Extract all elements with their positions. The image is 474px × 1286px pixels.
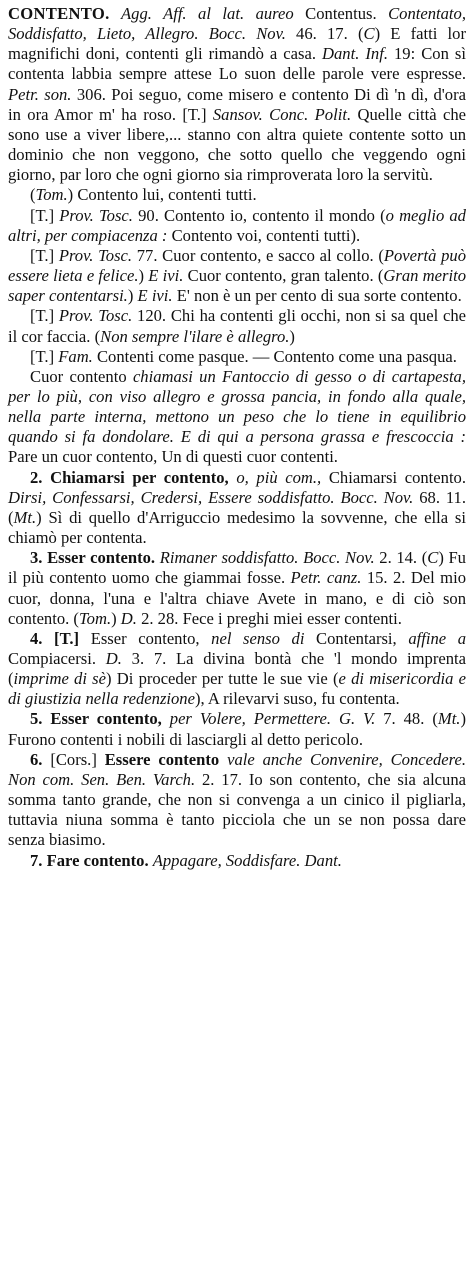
text-run: [T.]	[30, 346, 59, 366]
text-run: ) E fatti lor magnifichi doni, contenti gli rimandò a casa.	[8, 24, 466, 64]
text-run: per Volere, Permettere. G. V.	[169, 709, 376, 729]
entry-intro	[8, 4, 466, 185]
text-run: E ivi.	[148, 266, 184, 286]
text-run: Contenti come pasque. — Contento come una pasqua.	[92, 346, 457, 366]
usage-paragraph	[8, 306, 466, 346]
numbered-sense	[8, 851, 466, 871]
usage-paragraph	[8, 347, 466, 367]
text-run: 5. Esser contento,	[30, 709, 170, 729]
text-run: Povertà può essere lieta e felice.	[8, 245, 466, 286]
text-run: Dant. Inf.	[322, 44, 388, 64]
text-run: Contento voi, contenti tutti).	[167, 225, 361, 245]
numbered-sense	[8, 548, 466, 629]
text-run: ) Contento lui, contenti tutti.	[67, 185, 257, 205]
text-run: ) Sì di quello d'Arriguccio medesimo la sovvenne, che ella si chiamò per contenta.	[8, 507, 466, 548]
text-run: C	[427, 548, 439, 568]
text-run: [T.]	[30, 245, 59, 265]
text-run: 46. 17. (	[285, 24, 364, 44]
text-run: ) Fu il più contento uomo che giammai fosse.	[8, 548, 466, 588]
text-run: Cuor contento, gran talento. (	[183, 266, 384, 286]
text-run: Essere contento	[104, 749, 228, 769]
text-run: )	[289, 326, 295, 346]
text-run: C	[363, 24, 375, 44]
text-run: [Cors.]	[50, 749, 105, 769]
text-run: vale anche Convenire, Concedere. Non com. Sen. Ben. Varch.	[8, 749, 466, 789]
numbered-sense	[8, 750, 466, 851]
text-run: 6.	[30, 749, 51, 769]
text-run: ), A rilevarvi suso, fu contenta.	[194, 689, 400, 709]
text-run: Tom.	[35, 185, 68, 205]
text-run: 2. 17. Io son contento, che sia alcuna somma tanto grande, che non si convenga a un cinico il pigliarla, tuttavia niuna somma è tanto picciola che un se non possa dare senza biasimo.	[8, 769, 466, 850]
usage-paragraph	[8, 367, 466, 468]
text-run: 19: Con sì contenta labbia sempre attese Lo suon delle parole vere espresse.	[8, 44, 466, 84]
headword: CONTENTO.	[8, 4, 110, 23]
text-run: nel senso di	[211, 628, 305, 648]
text-run: Prov. Tosc.	[58, 245, 133, 265]
text-run: )	[111, 608, 121, 628]
text-run: 3. Esser contento.	[30, 548, 160, 568]
text-run: 306. Poi seguo, come misero e contento Di dì 'n dì, d'ora in ora Amor m' ha roso. [T.]	[8, 84, 466, 124]
text-run: Prov. Tosc.	[59, 205, 133, 225]
text-run: 15. 2. Del mio cuor, donna, l'una e l'altra chiave Avete in mano, e di ciò son contento. (	[8, 568, 466, 628]
text-run: 3. 7. La divina bontà che 'l mondo imprenta (	[8, 649, 466, 689]
text-run: e di misericordia e di giustizia nella redenzione	[8, 669, 467, 709]
text-run: o meglio ad altri, per compiacenza :	[8, 205, 466, 245]
text-run: Contentarsi,	[304, 628, 409, 648]
text-run: 7. 48. (	[375, 709, 438, 729]
text-run: D.	[120, 608, 137, 628]
text-run: 120. Chi ha contenti gli occhi, non si sa quel che il cor faccia. (	[8, 306, 466, 346]
numbered-senses	[8, 468, 466, 871]
usage-paragraphs	[8, 185, 466, 467]
text-run: Cuor contento	[30, 366, 133, 386]
text-run: Gran merito saper contentarsi.	[8, 266, 467, 306]
text-run: E' non è un per cento di sua sorte contento.	[172, 286, 462, 306]
text-run: 2. Chiamarsi per contento,	[30, 467, 237, 487]
text-run: Pare un cuor contento, Un di questi cuor contenti.	[8, 447, 338, 467]
numbered-sense	[8, 709, 466, 749]
numbered-sense	[8, 629, 466, 710]
text-run: Agg. Aff. al lat. aureo	[121, 4, 294, 23]
text-run: chiamasi un Fantoccio di gesso o di cartapesta, per lo più, con viso allegro e grossa pancia, in fondo alla quale, nella parte interna, mettono un peso che lo tiene in equilibrio quando si fa dondolare. E di qui a persona grassa e frescoccia :	[8, 366, 467, 447]
text-run: Dirsi, Confessarsi, Credersi, Essere soddisfatto. Bocc. Nov.	[8, 487, 414, 507]
text-run: 90. Contento io, contento il mondo (	[132, 205, 386, 225]
text-run: Mt.	[437, 709, 461, 729]
text-run: affine a	[408, 628, 467, 648]
text-run: Petr. son.	[8, 84, 72, 104]
text-run: Contentato, Soddisfatto, Lieto, Allegro. Bocc. Nov.	[8, 4, 466, 44]
text-run: [T.]	[30, 205, 60, 225]
text-run: Petr. canz.	[290, 568, 362, 588]
text-run: Fam.	[58, 346, 93, 366]
text-run: 68. 11. (	[8, 487, 466, 527]
usage-paragraph	[8, 246, 466, 306]
text-run: Appagare, Soddisfare. Dant.	[152, 850, 342, 870]
usage-paragraph	[8, 206, 466, 246]
text-run: Contentus.	[293, 4, 389, 23]
text-run: E ivi.	[137, 286, 173, 306]
text-run: Esser contento,	[90, 628, 212, 648]
text-run: Non sempre l'ilare è allegro.	[100, 326, 290, 346]
usage-paragraph	[8, 185, 466, 205]
text-run: o, più com.,	[236, 467, 322, 487]
text-run: Sansov. Conc. Polit.	[212, 104, 352, 124]
text-run: ) Furono contenti i nobili di lasciargli al detto pericolo.	[8, 709, 466, 749]
text-run: )	[138, 266, 149, 286]
text-run: ) Di proceder per tutte le sue vie (	[106, 669, 339, 689]
text-run: Compiacersi.	[8, 649, 106, 668]
text-run: Quelle città che sono use a viver libere,... stanno con altra quiete contente sotto un dominio che non veggono, che sotto quello che veggendo ogni giorno, par loro che ogni giorno sia rimproverata loro la servitù.	[8, 104, 467, 185]
text-run: Chiamarsi contento.	[321, 467, 466, 487]
intro-body	[8, 4, 466, 184]
text-run: )	[127, 286, 138, 306]
text-run: Rimaner soddisfatto. Bocc. Nov.	[159, 548, 375, 568]
text-run: 2. 28. Fece i preghi miei esser contenti.	[136, 608, 402, 628]
text-run: 77. Cuor contento, e sacco al collo. (	[132, 245, 384, 265]
text-run: Mt.	[13, 507, 37, 527]
text-run: 2. 14. (	[374, 548, 428, 568]
text-run: imprime di sè	[13, 669, 107, 689]
text-run: (	[30, 185, 36, 205]
text-run: Tom.	[78, 608, 112, 628]
text-run: D.	[105, 649, 122, 668]
text-run: 4. [T.]	[30, 628, 91, 648]
text-run: [T.]	[30, 306, 59, 326]
text-run: Prov. Tosc.	[58, 306, 133, 326]
text-run: 7. Fare contento.	[30, 850, 153, 870]
numbered-sense	[8, 468, 466, 549]
